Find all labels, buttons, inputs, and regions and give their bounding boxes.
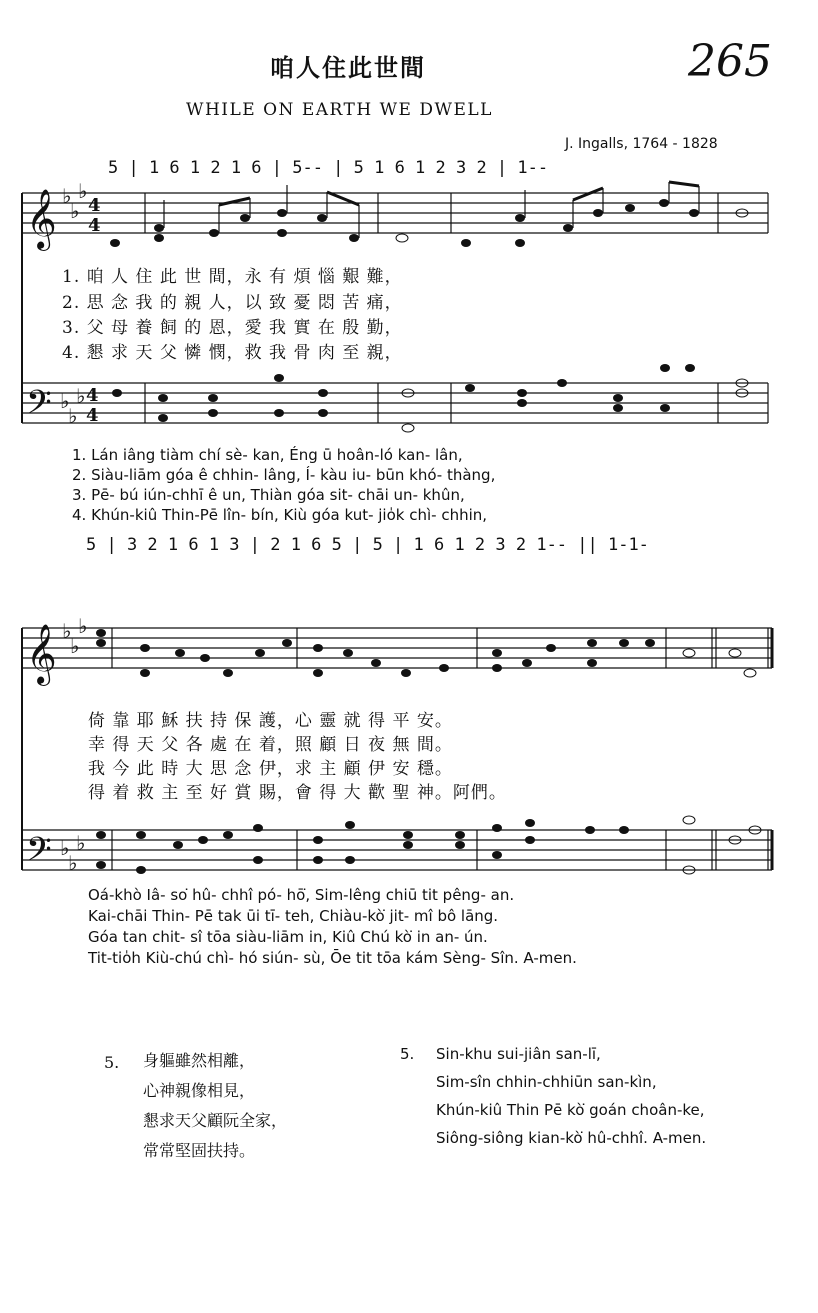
verse5-number-zh: 5.: [104, 1053, 120, 1072]
roman-lyric-verse3-part2: Góa tan chit- sî tōa siàu-liām in, Kiû Chú kò͘ in an- ún.: [88, 928, 488, 946]
zh-lyric-verse4: 4. 懇 求 天 父 憐 憫，救 我 骨 肉 至 親，: [62, 343, 403, 363]
stems-system1-treble: [164, 182, 699, 238]
verse5-zh-line4: 常常堅固扶持。: [143, 1141, 256, 1160]
svg-text:♭: ♭: [62, 184, 72, 208]
svg-text:♭: ♭: [68, 851, 78, 875]
bass-staff-system1: [22, 383, 768, 423]
zh-lyric-verse1: 1. 咱 人 住 此 世 間，永 有 煩 惱 艱 難，: [62, 267, 403, 287]
verse5-roman-line4: Siông-siông kian-kò͘ hû-chhî. A-men.: [436, 1129, 707, 1147]
svg-text:♭: ♭: [70, 199, 80, 223]
roman-lyric-verse1-part2: Oá-khò Iâ- so͘ hû- chhî pó- hō͘, Sim-lêng chiū tit pêng- an.: [88, 886, 515, 904]
roman-lyric-verse2: 2. Siàu-liām góa ê chhin- lâng, Í- kàu iu- būn khó- thàng,: [72, 466, 496, 484]
zh-lyric-verse2: 2. 思 念 我 的 親 人，以 致 憂 悶 苦 痛，: [62, 293, 403, 313]
bass-clef-icon: 𝄢: [26, 831, 52, 877]
svg-text:♭: ♭: [60, 836, 70, 860]
treble-staff-system2: [22, 628, 772, 668]
verse5-number-roman: 5.: [400, 1045, 415, 1063]
bass-clef-icon: 𝄢: [26, 384, 52, 430]
notes-system1-bass: [112, 364, 748, 432]
roman-lyric-verse4-part2: Tit-tio̍h Kiù-chú chì- hó siún- sù, Ōe tit tōa kám Sèng- Sîn. A-men.: [88, 949, 577, 967]
treble-clef-icon: 𝄞: [26, 189, 57, 249]
verse5-zh-line3: 懇求天父顧阮全家，: [143, 1111, 288, 1130]
roman-lyric-verse1: 1. Lán iâng tiàm chí sè- kan, Éng ū hoân-ló kan- lân,: [72, 446, 463, 464]
svg-text:4: 4: [88, 195, 101, 216]
svg-text:4: 4: [86, 405, 99, 426]
zh-lyric-verse1-part2: 倚 靠 耶 穌 扶 持 保 護，心 靈 就 得 平 安。: [88, 711, 453, 731]
zh-lyric-verse2-part2: 幸 得 天 父 各 處 在 着，照 顧 日 夜 無 間。: [88, 735, 453, 755]
zh-lyric-verse4-part2: 得 着 救 主 至 好 賞 賜，會 得 大 歡 聖 神。阿們。: [88, 783, 507, 803]
treble-staff-system1: [22, 193, 768, 233]
roman-lyric-verse2-part2: Kai-chāi Thin- Pē tak ūi tī- teh, Chiàu-kò͘ jit- mî bô lāng.: [88, 907, 499, 925]
treble-clef-icon: 𝄞: [26, 624, 57, 684]
verse5-roman-line1: Sin-khu sui-jiân san-lī,: [436, 1045, 601, 1063]
zh-lyric-verse3-part2: 我 今 此 時 大 思 念 伊，求 主 顧 伊 安 穩。: [88, 759, 453, 779]
hymn-title-chinese: 咱人住此世間: [270, 53, 426, 82]
verse5-zh-line2: 心神親像相見，: [143, 1081, 256, 1100]
notes-system2-treble: [96, 629, 756, 677]
notes-system2-bass: [96, 816, 761, 874]
bass-staff-system2: [22, 830, 772, 870]
jianpu-top-system1: 5 | 1 6 1 2 1 6 | 5-- | 5 1 6 1 2 3 2 | 1--: [108, 158, 549, 178]
verse5-roman-line3: Khún-kiû Thin Pē kò͘ goán choân-ke,: [436, 1101, 705, 1119]
composer-credit: J. Ingalls, 1764 - 1828: [565, 136, 718, 152]
verse5-roman-line2: Sim-sîn chhin-chhiūn san-kìn,: [436, 1073, 657, 1091]
roman-lyric-verse3: 3. Pē- bú iún-chhī ê un, Thiàn góa sit- chāi un- khûn,: [72, 486, 465, 504]
svg-text:♭: ♭: [76, 831, 86, 855]
svg-text:♭: ♭: [60, 389, 70, 413]
roman-lyric-verse4: 4. Khún-kiû Thin-Pē lîn- bín, Kiù góa kut- jio̍k chì- chhin,: [72, 506, 488, 524]
svg-text:♭: ♭: [76, 384, 86, 408]
svg-text:♭: ♭: [62, 619, 72, 643]
hymn-number: 265: [688, 36, 772, 87]
svg-text:4: 4: [88, 215, 101, 236]
svg-text:♭: ♭: [78, 179, 88, 203]
svg-text:4: 4: [86, 385, 99, 406]
svg-text:♭: ♭: [70, 634, 80, 658]
svg-text:♭: ♭: [78, 614, 88, 638]
jianpu-bottom-system1: 5 | 3 2 1 6 1 3 | 2 1 6 5 | 5 | 1 6 1 2 3 2 1-- || 1-1-: [86, 535, 649, 555]
hymn-title-english: WHILE ON EARTH WE DWELL: [186, 100, 493, 120]
zh-lyric-verse3: 3. 父 母 養 飼 的 恩，愛 我 實 在 殷 勤，: [62, 318, 403, 338]
verse5-zh-line1: 身軀雖然相離，: [143, 1051, 256, 1070]
svg-text:♭: ♭: [68, 404, 78, 428]
